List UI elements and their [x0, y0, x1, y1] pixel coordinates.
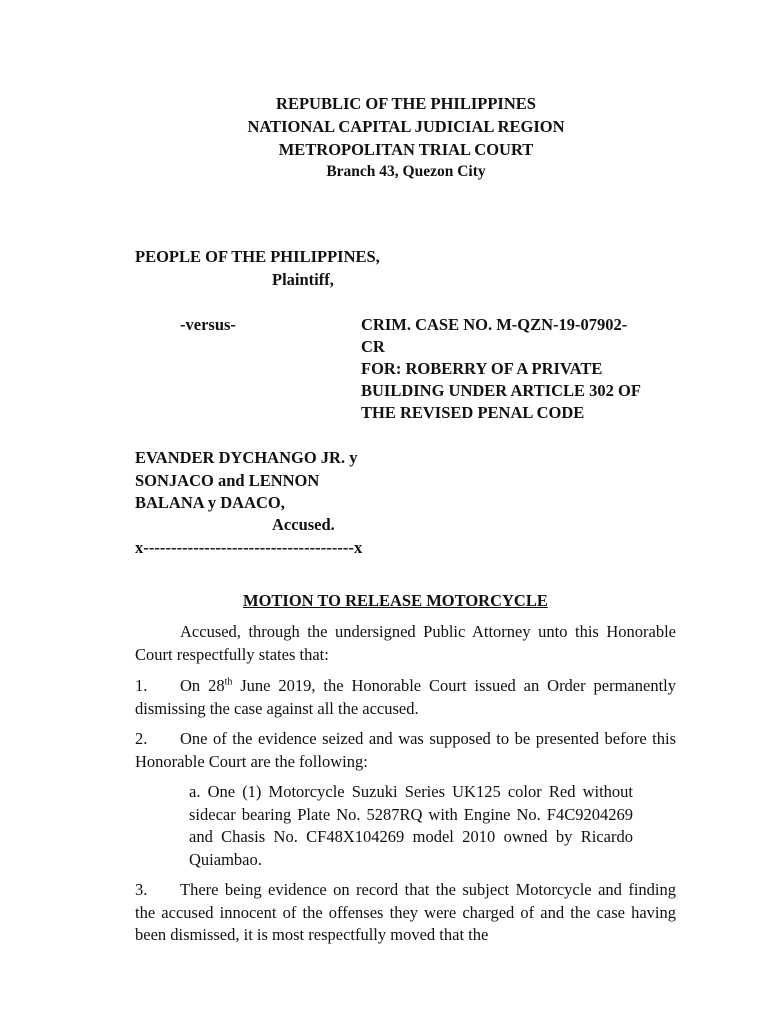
paragraph-2 — [135, 728, 676, 773]
intro-paragraph: Accused, through the undersigned Public Attorney unto this Honorable Court respectfully states that: — [135, 622, 676, 664]
motion-title: MOTION TO RELEASE MOTORCYCLE — [243, 591, 548, 610]
paragraph-text: There being evidence on record that the subject Motorcycle and finding the accused innocent of the offenses they were charged of and the case having been dismissed, it is most respectfully moved that the — [135, 880, 676, 944]
case-number-line1: CRIM. CASE NO. M-QZN-19-07902- — [361, 315, 628, 334]
court-header-region: NATIONAL CAPITAL JUDICIAL REGION — [247, 117, 565, 136]
offense-line3: THE REVISED PENAL CODE — [361, 403, 585, 422]
paragraph-text-start: On 28 — [180, 676, 225, 695]
court-header-branch: Branch 43, Quezon City — [326, 163, 486, 180]
court-header-court: METROPOLITAN TRIAL COURT — [278, 140, 534, 159]
paragraph-text-end: June 2019, the Honorable Court issued an Order permanently dismissing the case against all the accused. — [135, 676, 676, 718]
plaintiff-name: PEOPLE OF THE PHILIPPINES, — [135, 247, 380, 266]
versus-label: -versus- — [180, 315, 236, 334]
evidence-item-a: a. One (1) Motorcycle Suzuki Series UK125 color Red without sidecar bearing Plate No. 5287RQ with Engine No. F4C9204269 and Chasis No. CF48X104269 model 2010 owned by Ricardo Quiambao. — [189, 782, 633, 869]
offense-line1: FOR: ROBERRY OF A PRIVATE — [361, 359, 603, 378]
accused-name-line3: BALANA y DAACO, — [135, 493, 285, 512]
plaintiff-role: Plaintiff, — [272, 270, 334, 289]
offense-line2: BUILDING UNDER ARTICLE 302 OF — [361, 381, 641, 400]
court-header-republic: REPUBLIC OF THE PHILIPPINES — [276, 94, 536, 113]
paragraph-number: 1. — [135, 676, 148, 695]
paragraph-number: 3. — [135, 880, 148, 899]
paragraph-text: One of the evidence seized and was supposed to be presented before this Honorable Court are the following: — [135, 729, 676, 771]
accused-name-line2: SONJACO and LENNON — [135, 471, 320, 490]
caption-separator: x--------------------------------------x — [135, 538, 363, 557]
ordinal-suffix: th — [224, 676, 233, 688]
accused-role: Accused. — [272, 515, 335, 534]
case-number-line2: CR — [361, 337, 385, 356]
paragraph-3 — [135, 879, 676, 947]
paragraph-number: 2. — [135, 729, 148, 748]
accused-name-line1: EVANDER DYCHANGO JR. y — [135, 448, 358, 467]
paragraph-1 — [135, 675, 676, 720]
